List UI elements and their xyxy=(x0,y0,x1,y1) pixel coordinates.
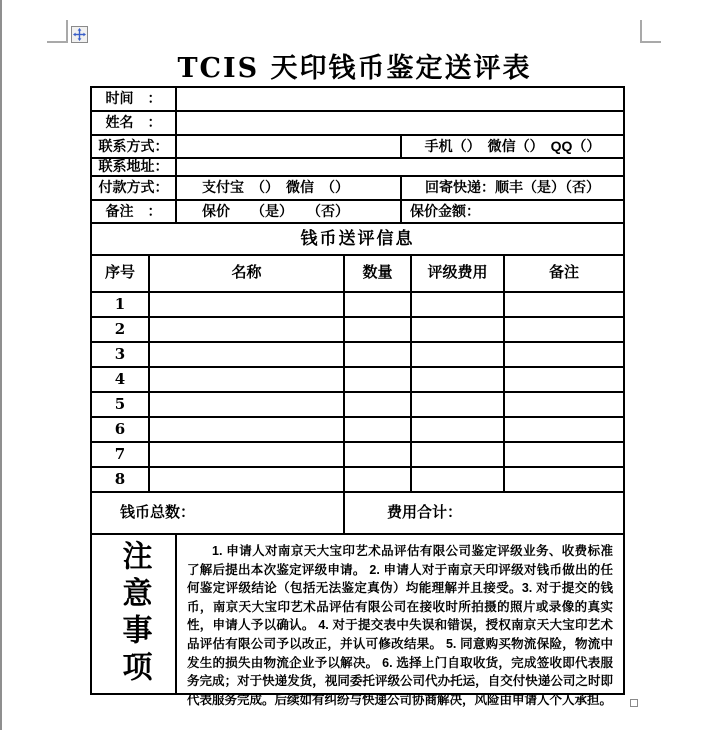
payment-options: 支付宝 （） 微信 （） xyxy=(177,177,402,199)
coin-row-number: 6 xyxy=(92,418,150,441)
coin-row-number: 8 xyxy=(92,468,150,491)
return-shipping-options: 回寄快递：顺丰（是）（否） xyxy=(425,179,600,196)
address-label: 联系地址： xyxy=(92,159,177,175)
text-boundary-mark-top-right xyxy=(640,20,661,43)
coin-row-1 xyxy=(92,293,623,318)
notes-text: 1. 申请人对南京天大宝印艺术品评估有限公司鉴定评级业务、收费标准了解后提出本次鉴定评级申请。 2. 申请人对于南京天印评级对钱币做出的任何鉴定评级结论（包括无法鉴定真伪）均能理解并且接受。3. 对于提交的钱币，南京天大宝印艺术品评估有限公司在接收时所拍摄的照片或录像的真实性，申请人予以确认。 4. 对于提交表中失误和错误，授权南京天大宝印艺术品评估有限公司予以改正，并认可修改结果。 5. 同意购买物流保险，物流中发生的损失由物流企业予以解决。 6. 选择上门自取收货，完成签收即代表服务完成；对于快递发货，视同委托评级公司代办托运，自交付快递公司之时即代表服务完成。后续如有纠纷与快递公司协商解决，风险由申请人个人承担。 xyxy=(187,544,613,707)
table-move-handle-icon[interactable] xyxy=(71,26,88,43)
coin-qty-cell[interactable] xyxy=(345,343,412,366)
coin-name-cell[interactable] xyxy=(150,393,345,416)
time-label: 时间 ： xyxy=(92,88,177,110)
coin-name-cell[interactable] xyxy=(150,318,345,341)
row-address xyxy=(92,159,623,177)
coin-fee-cell[interactable] xyxy=(412,293,505,316)
address-input-cell[interactable] xyxy=(177,159,623,175)
coin-remark-cell[interactable] xyxy=(505,343,623,366)
totals-row xyxy=(92,493,623,535)
coin-table-header xyxy=(92,256,623,293)
coin-remark-cell[interactable] xyxy=(505,293,623,316)
coin-name-cell[interactable] xyxy=(150,468,345,491)
coin-total-label: 钱币总数： xyxy=(92,493,345,533)
page-title: TCIS 天印钱币鉴定送评表 xyxy=(177,53,532,84)
coin-qty-cell[interactable] xyxy=(345,368,412,391)
coin-row-number: 3 xyxy=(92,343,150,366)
contact-options: 手机（） 微信（） QQ（） xyxy=(424,137,601,154)
col-header-qty: 数量 xyxy=(345,256,412,291)
row-time xyxy=(92,88,623,112)
fee-total-label: 费用合计： xyxy=(387,503,463,521)
row-contact xyxy=(92,136,623,159)
insurance-options: 保价 （是） （否） xyxy=(177,201,402,222)
coin-row-4 xyxy=(92,368,623,393)
coin-qty-cell[interactable] xyxy=(345,418,412,441)
name-input-cell[interactable] xyxy=(177,112,623,134)
coin-row-7 xyxy=(92,443,623,468)
contact-input-cell[interactable] xyxy=(177,136,402,157)
notes-row xyxy=(92,535,623,707)
coin-section-title: 钱币送评信息 xyxy=(300,228,415,248)
coin-name-cell[interactable] xyxy=(150,343,345,366)
coin-fee-cell[interactable] xyxy=(412,343,505,366)
notes-side-label: 注意事项 xyxy=(116,540,152,688)
col-header-no: 序号 xyxy=(92,256,150,291)
coin-remark-cell[interactable] xyxy=(505,443,623,466)
time-input-cell[interactable] xyxy=(177,88,623,110)
coin-fee-cell[interactable] xyxy=(412,443,505,466)
remark-label: 备注 ： xyxy=(92,201,177,222)
four-direction-arrows-icon xyxy=(73,28,86,41)
coin-qty-cell[interactable] xyxy=(345,443,412,466)
coin-name-cell[interactable] xyxy=(150,418,345,441)
coin-remark-cell[interactable] xyxy=(505,368,623,391)
row-name xyxy=(92,112,623,136)
coin-row-number: 5 xyxy=(92,393,150,416)
text-boundary-mark-top-left xyxy=(47,20,68,43)
coin-row-number: 1 xyxy=(92,293,150,316)
coin-section-header xyxy=(92,224,623,256)
coin-name-cell[interactable] xyxy=(150,293,345,316)
coin-remark-cell[interactable] xyxy=(505,393,623,416)
coin-remark-cell[interactable] xyxy=(505,318,623,341)
col-header-fee: 评级费用 xyxy=(412,256,505,291)
contact-label: 联系方式： xyxy=(92,136,177,157)
row-payment xyxy=(92,177,623,201)
payment-label: 付款方式： xyxy=(92,177,177,199)
table-resize-handle[interactable] xyxy=(630,699,638,707)
coin-row-5 xyxy=(92,393,623,418)
coin-fee-cell[interactable] xyxy=(412,368,505,391)
coin-row-8 xyxy=(92,468,623,493)
coin-fee-cell[interactable] xyxy=(412,393,505,416)
coin-qty-cell[interactable] xyxy=(345,393,412,416)
col-header-name: 名称 xyxy=(150,256,345,291)
coin-fee-cell[interactable] xyxy=(412,418,505,441)
coin-qty-cell[interactable] xyxy=(345,468,412,491)
coin-row-number: 2 xyxy=(92,318,150,341)
coin-fee-cell[interactable] xyxy=(412,318,505,341)
coin-qty-cell[interactable] xyxy=(345,293,412,316)
notes-side-cell xyxy=(92,535,177,693)
coin-fee-cell[interactable] xyxy=(412,468,505,491)
row-remark xyxy=(92,201,623,224)
coin-row-6 xyxy=(92,418,623,443)
window-left-edge xyxy=(0,0,2,730)
coin-row-number: 7 xyxy=(92,443,150,466)
col-header-remark: 备注 xyxy=(548,264,579,282)
coin-row-3 xyxy=(92,343,623,368)
insurance-amount-label: 保价金额： xyxy=(410,202,480,219)
coin-remark-cell[interactable] xyxy=(505,418,623,441)
coin-name-cell[interactable] xyxy=(150,443,345,466)
submission-form-table xyxy=(90,86,625,707)
coin-qty-cell[interactable] xyxy=(345,318,412,341)
coin-row-number: 4 xyxy=(92,368,150,391)
name-label: 姓名 ： xyxy=(92,112,177,134)
coin-remark-cell[interactable] xyxy=(505,468,623,491)
coin-name-cell[interactable] xyxy=(150,368,345,391)
coin-row-2 xyxy=(92,318,623,343)
